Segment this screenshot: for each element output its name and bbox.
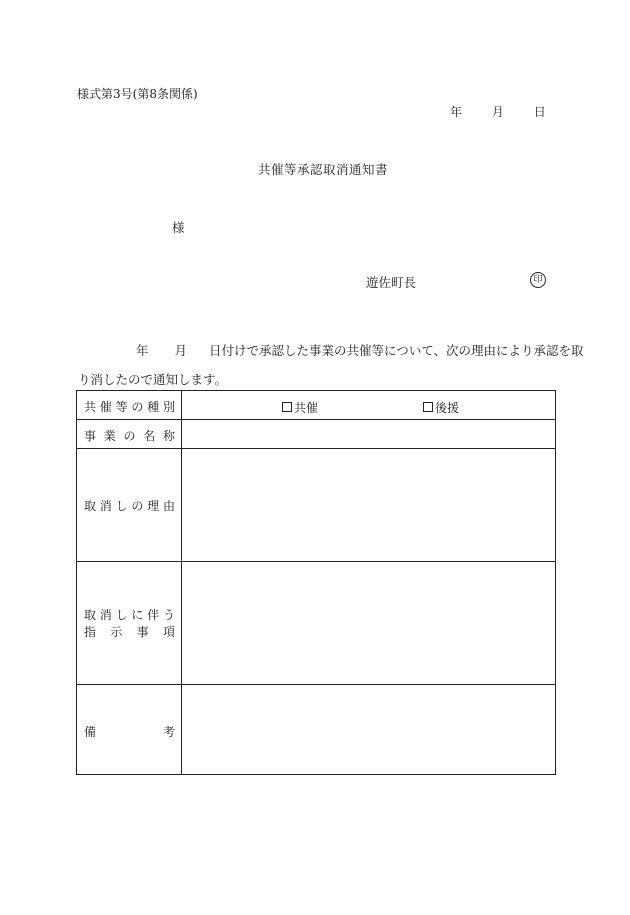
table-row-instructions xyxy=(77,562,555,685)
label-remarks: 備 考 xyxy=(84,725,175,739)
label-reason: 取 消 し の 理 由 xyxy=(84,499,175,513)
checkbox-icon[interactable] xyxy=(282,402,292,412)
label-cell-reason xyxy=(77,449,182,561)
label-event-name: 事 業 の 名 称 xyxy=(84,429,175,443)
label-cell-instructions xyxy=(77,562,182,684)
addressee-suffix: 様 xyxy=(172,220,185,235)
document-title: 共催等承認取消通知書 xyxy=(258,162,389,177)
form-number: 様式第3号(第8条関係) xyxy=(77,87,198,101)
body-month-label: 月 xyxy=(174,343,188,358)
checkbox-icon[interactable] xyxy=(423,402,433,412)
label-instructions-line1: 取 消 し に 伴 う xyxy=(84,608,175,622)
date-month-label: 月 xyxy=(491,105,504,119)
body-text-main: 日付けで承認した事業の共催等について、次の理由により承認を取 xyxy=(209,343,584,358)
label-cell-type xyxy=(77,391,182,419)
seal-mark: 印 xyxy=(530,272,546,288)
option-kyosai-label: 共催 xyxy=(294,401,319,415)
body-year-label: 年 xyxy=(136,343,149,358)
option-koen-label: 後援 xyxy=(435,401,460,415)
label-cell-event-name xyxy=(77,420,182,448)
table-row-reason xyxy=(77,449,555,562)
body-text-line1 xyxy=(78,341,584,359)
label-cell-remarks xyxy=(77,685,182,774)
table-row-remarks xyxy=(77,685,555,774)
label-type: 共 催 等 の 種 別 xyxy=(84,400,175,414)
date-day-label: 日 xyxy=(533,105,546,119)
table-row-event-name xyxy=(77,420,555,449)
label-instructions-line2: 指 示 事 項 xyxy=(84,625,175,639)
date-line xyxy=(450,103,546,120)
option-koen-checkbox[interactable] xyxy=(423,399,459,416)
date-year-label: 年 xyxy=(450,105,463,119)
form-table xyxy=(76,390,556,775)
table-row-type xyxy=(77,391,555,420)
body-text-line2: り消したので通知します。 xyxy=(78,372,228,387)
option-kyosai-checkbox[interactable] xyxy=(282,399,318,416)
issuer-name: 遊佐町長 xyxy=(366,275,417,290)
